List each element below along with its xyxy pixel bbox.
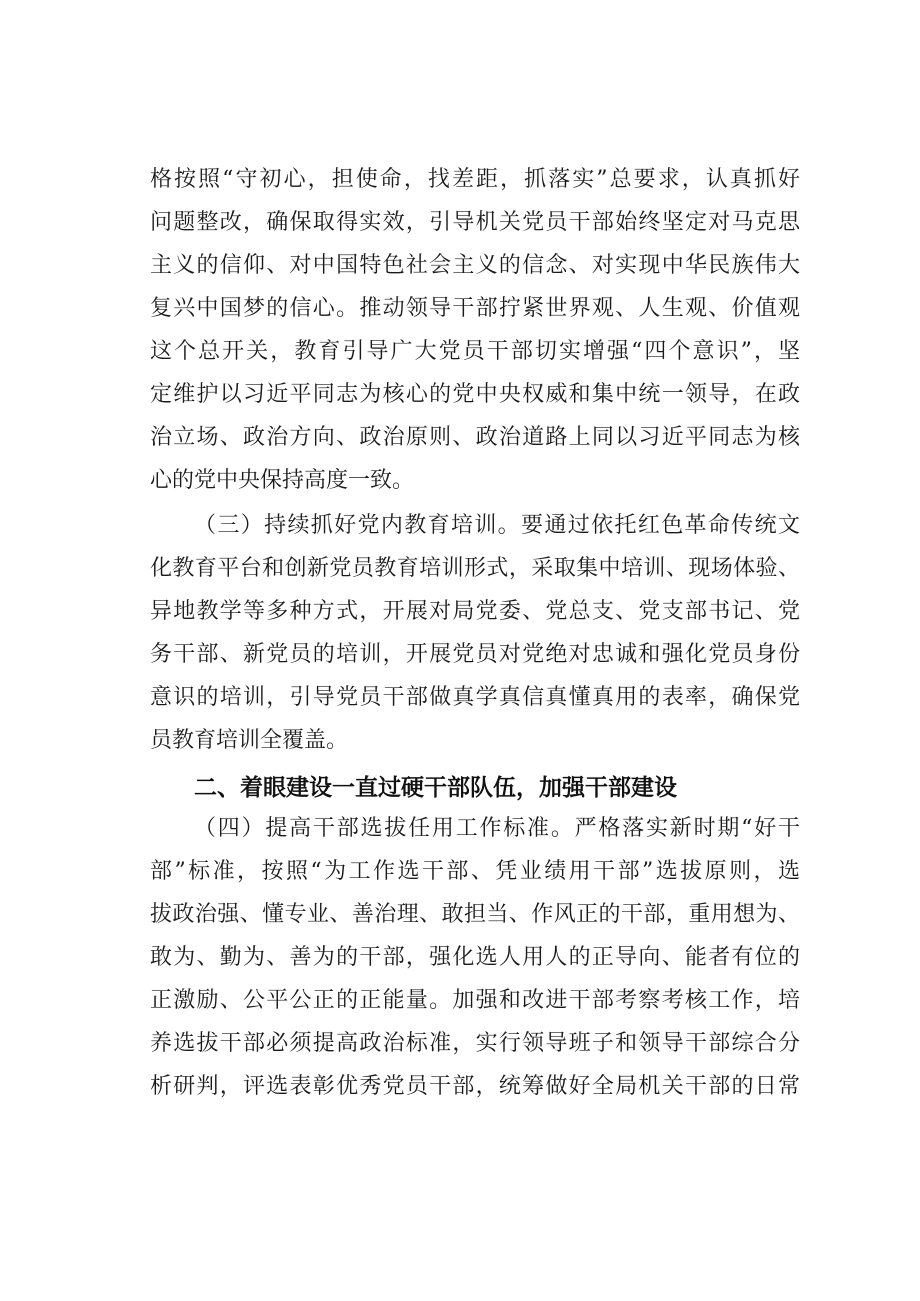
paragraph-line: 拔政治强、懂专业、善治理、敢担当、作风正的干部，重用想为、: [150, 902, 800, 927]
paragraph-line: 正激励、公平公正的正能量。加强和改进干部考察考核工作，培: [150, 988, 800, 1013]
paragraph-line: 意识的培训，引导党员干部做真学真信真懂真用的表率，确保党: [150, 685, 800, 710]
paragraph-line: 养选拔干部必须提高政治标准，实行领导班子和领导干部综合分: [150, 1031, 800, 1056]
paragraph-line: 主义的信仰、对中国特色社会主义的信念、对实现中华民族伟大: [150, 253, 800, 278]
paragraph-line: （四）提高干部选拔任用工作标准。严格落实新时期“好干: [194, 816, 800, 841]
paragraph-line: 格按照“守初心，担使命，找差距，抓落实”总要求，认真抓好: [150, 167, 800, 192]
paragraph-cadre-selection: [150, 807, 800, 1108]
paragraph-line: 问题整改，确保取得实效，引导机关党员干部始终坚定对马克思: [150, 210, 800, 235]
paragraph-education-training: [150, 504, 800, 762]
paragraph-line: 复兴中国梦的信心。推动领导干部拧紧世界观、人生观、价值观: [150, 296, 800, 321]
paragraph-line: 治立场、政治方向、政治原则、政治道路上同以习近平同志为核: [150, 425, 800, 450]
paragraph-line: （三）持续抓好党内教育培训。要通过依托红色革命传统文: [194, 513, 800, 538]
paragraph-line: 员教育培训全覆盖。: [150, 728, 349, 753]
paragraph-line: 异地教学等多种方式，开展对局党委、党总支、党支部书记、党: [150, 599, 800, 624]
paragraph-line: 敢为、勤为、善为的干部，强化选人用人的正导向、能者有位的: [150, 945, 800, 970]
paragraph-line: 这个总开关，教育引导广大党员干部切实增强“四个意识”，坚: [150, 339, 800, 364]
paragraph-line: 务干部、新党员的培训，开展党员对党绝对忠诚和强化党员身份: [150, 642, 800, 667]
paragraph-line: 化教育平台和创新党员教育培训形式，采取集中培训、现场体验、: [150, 556, 800, 581]
paragraph-line: 部”标准，按照“为工作选干部、凭业绩用干部”选拔原则，选: [150, 859, 800, 884]
paragraph-line: 定维护以习近平同志为核心的党中央权威和集中统一领导，在政: [150, 382, 800, 407]
paragraph-line: 析研判，评选表彰优秀党员干部，统筹做好全局机关干部的日常: [150, 1074, 800, 1099]
paragraph-political-stance: [150, 158, 800, 502]
section-heading: 二、着眼建设一直过硬干部队伍，加强干部建设: [194, 775, 677, 801]
paragraph-line: 心的党中央保持高度一致。: [150, 468, 415, 493]
